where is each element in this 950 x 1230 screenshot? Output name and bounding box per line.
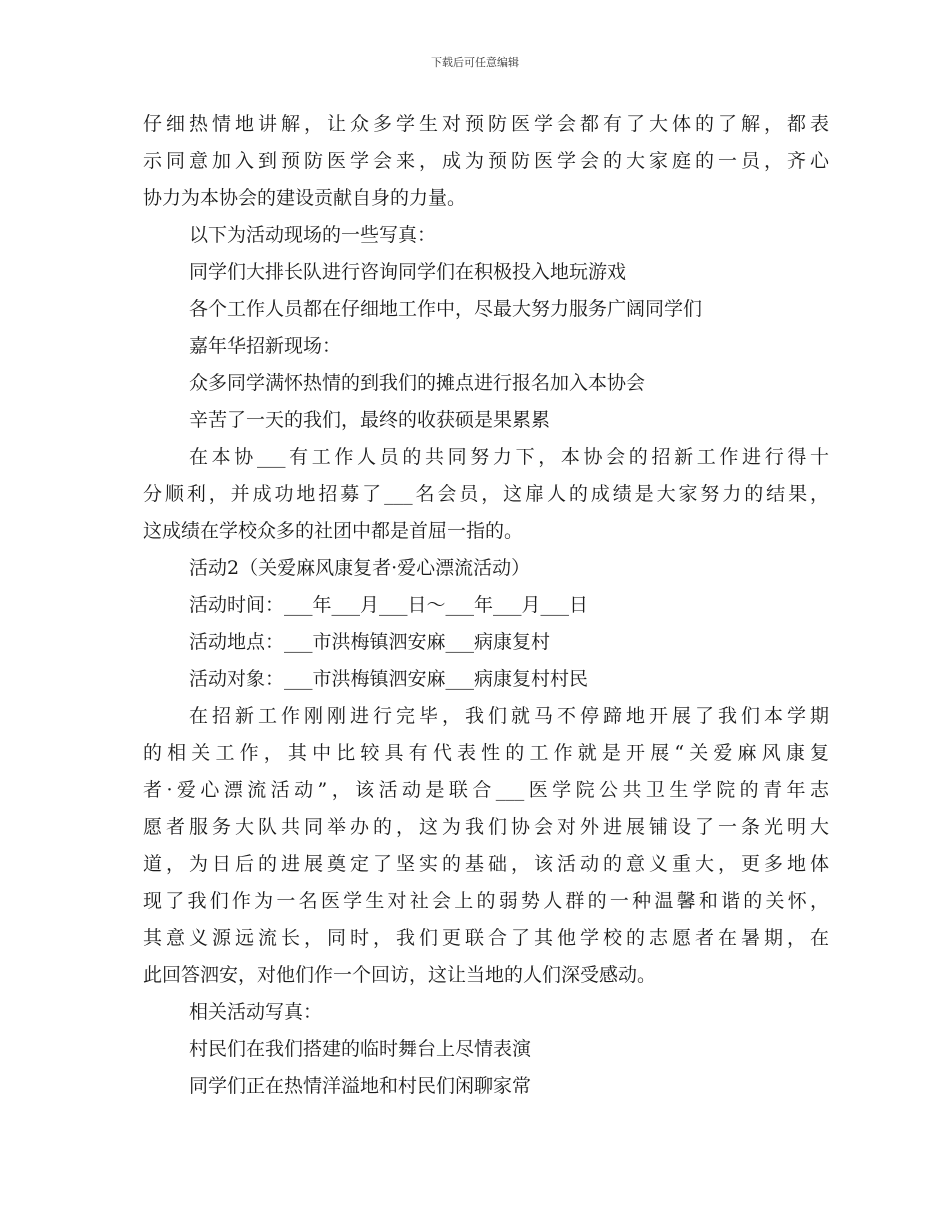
text-line: 在本协___有工作人员的共同努力下，本协会的招新工作进行得十 — [189, 446, 829, 468]
text-line: 道，为日后的进展奠定了坚实的基础，该活动的意义重大，更多地体 — [143, 853, 829, 875]
text-line: 在招新工作刚刚进行完毕，我们就马不停蹄地开展了我们本学期 — [189, 705, 829, 727]
text-line: 其意义源远流长，同时，我们更联合了其他学校的志愿者在暑期，在 — [143, 927, 829, 949]
document-body — [143, 106, 829, 1105]
text-line: 此回答泗安，对他们作一个回访，这让当地的人们深受感动。 — [143, 964, 657, 986]
text-line: 相关活动写真： — [189, 1001, 323, 1023]
text-line: 活动对象：___市洪梅镇泗安麻___病康复村村民 — [189, 668, 589, 690]
text-line: 活动地点：___市洪梅镇泗安麻___病康复村 — [189, 631, 551, 653]
text-line: 同学们大排长队进行咨询同学们在积极投入地玩游戏 — [189, 261, 627, 283]
text-line: 活动时间：___年___月___日～___年___月___日 — [189, 594, 589, 616]
text-line: 嘉年华招新现场： — [189, 335, 342, 357]
text-line: 众多同学满怀热情的到我们的摊点进行报名加入本协会 — [189, 372, 646, 394]
text-line: 村民们在我们搭建的临时舞台上尽情表演 — [189, 1038, 532, 1060]
text-line: 仔细热情地讲解，让众多学生对预防医学会都有了大体的了解，都表 — [143, 113, 829, 135]
text-line: 各个工作人员都在仔细地工作中，尽最大努力服务广阔同学们 — [189, 298, 703, 320]
text-line: 活动2（关爱麻风康复者·爱心漂流活动） — [189, 557, 531, 579]
text-line: 协力为本协会的建设贡献自身的力量。 — [143, 187, 467, 209]
text-line: 者·爱心漂流活动”，该活动是联合___医学院公共卫生学院的青年志 — [143, 779, 829, 801]
text-line: 同学们正在热情洋溢地和村民们闲聊家常 — [189, 1075, 532, 1097]
text-line: 分顺利，并成功地招募了___名会员，这扉人的成绩是大家努力的结果， — [143, 483, 829, 505]
text-line: 愿者服务大队共同举办的，这为我们协会对外进展铺设了一条光明大 — [143, 816, 829, 838]
text-line: 示同意加入到预防医学会来，成为预防医学会的大家庭的一员，齐心 — [143, 150, 829, 172]
text-line: 的相关工作，其中比较具有代表性的工作就是开展“关爱麻风康复 — [143, 742, 829, 764]
text-line: 辛苦了一天的我们，最终的收获硕是果累累 — [189, 409, 551, 431]
text-line: 这成绩在学校众多的社团中都是首屈一指的。 — [143, 520, 524, 542]
text-line: 现了我们作为一名医学生对社会上的弱势人群的一种温馨和谐的关怀， — [143, 890, 829, 912]
page-header: 下载后可任意编辑 — [431, 56, 519, 69]
text-line: 以下为活动现场的一些写真： — [189, 224, 437, 246]
